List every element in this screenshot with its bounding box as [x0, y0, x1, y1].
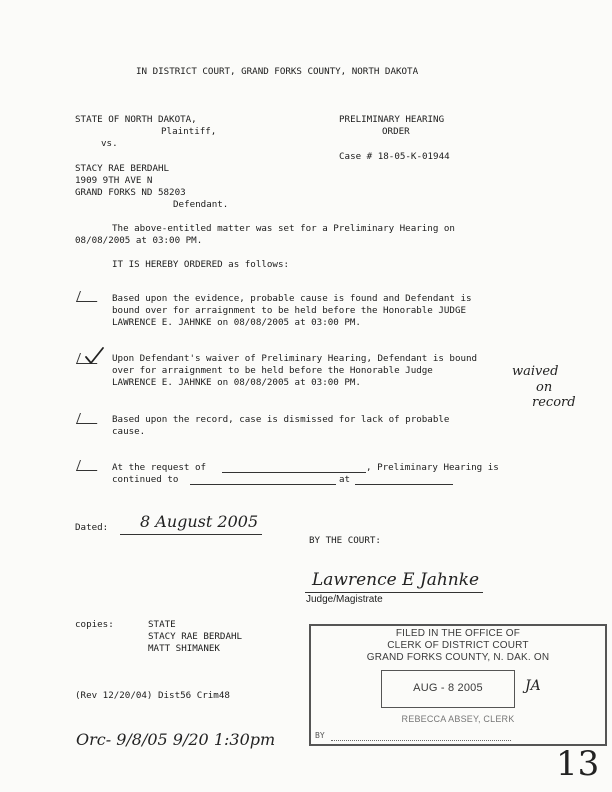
- by-the-court: BY THE COURT:: [309, 535, 381, 546]
- dated-line: [120, 534, 262, 535]
- defendant-name: STACY RAE BERDAHL: [75, 163, 170, 174]
- copies-label: copies:: [75, 619, 114, 630]
- margin-note-line2: on: [536, 380, 553, 395]
- signature-line: [305, 592, 483, 593]
- margin-note-line1: waived: [512, 364, 559, 379]
- case-number: Case # 18-05-K-01944: [339, 151, 450, 162]
- stamp-line3: GRAND FORKS COUNTY, N. DAK. ON: [366, 652, 550, 663]
- option2-line3: LAWRENCE E. JAHNKE on 08/08/2005 at 03:00 PM.: [112, 377, 361, 388]
- versus: vs.: [101, 138, 118, 149]
- stamp-line2: CLERK OF DISTRICT COURT: [387, 640, 529, 651]
- option2-line2: over for arraignment to be held before the Honorable Judge: [112, 365, 433, 376]
- filing-stamp: [309, 624, 607, 746]
- option3-checkbox[interactable]: [76, 413, 101, 424]
- option4-continued-label: continued to: [112, 474, 179, 485]
- stamp-line1: FILED IN THE OFFICE OF: [395, 628, 521, 639]
- option4-hearing-text: , Preliminary Hearing is: [366, 462, 499, 473]
- defendant-role: Defendant.: [173, 199, 229, 210]
- footer-handwritten-note: Orc- 9/8/05 9/20 1:30pm: [76, 730, 276, 749]
- option4-request-label: At the request of: [112, 462, 207, 473]
- dated-value: 8 August 2005: [140, 512, 259, 531]
- defendant-address-line2: GRAND FORKS ND 58203: [75, 187, 186, 198]
- page-mark: 13: [556, 744, 600, 784]
- plaintiff-name: STATE OF NORTH DAKOTA,: [75, 114, 197, 125]
- option3-line1: Based upon the record, case is dismissed for lack of probable: [112, 414, 450, 425]
- copies-recipient-3: MATT SHIMANEK: [148, 643, 220, 654]
- option4-at-label: at: [339, 474, 351, 485]
- copies-recipient-2: STACY RAE BERDAHL: [148, 631, 243, 642]
- option1-checkbox[interactable]: [76, 291, 101, 302]
- stamp-date: AUG - 8 2005: [413, 682, 483, 694]
- option4-checkbox[interactable]: [76, 460, 101, 471]
- option1-line2: bound over for arraignment to be held before the Honorable JUDGE: [112, 305, 467, 316]
- signature-label: Judge/Magistrate: [306, 594, 383, 605]
- option2-line1: Upon Defendant's waiver of Preliminary Hearing, Defendant is bound: [112, 353, 478, 364]
- checkmark-icon: [82, 346, 106, 366]
- option1-line3: LAWRENCE E. JAHNKE on 08/08/2005 at 03:00 PM.: [112, 317, 361, 328]
- stamp-clerk: REBECCA ABSEY, CLERK: [401, 714, 515, 724]
- judge-signature: Lawrence E Jahnke: [312, 570, 480, 590]
- continued-time-blank[interactable]: [355, 484, 453, 485]
- document-title-line1: PRELIMINARY HEARING: [339, 114, 445, 125]
- defendant-address-line1: 1909 9TH AVE N: [75, 175, 153, 186]
- stamp-by-label: BY: [315, 731, 325, 740]
- dated-label: Dated:: [75, 522, 109, 533]
- intro-line2: 08/08/2005 at 03:00 PM.: [75, 235, 203, 246]
- intro-line1: The above-entitled matter was set for a Preliminary Hearing on: [112, 223, 455, 234]
- stamp-initials: JA: [525, 678, 541, 694]
- copies-recipient-1: STATE: [148, 619, 176, 630]
- stamp-date-box: [381, 670, 515, 708]
- continued-date-blank[interactable]: [190, 484, 336, 485]
- ordered-heading: IT IS HEREBY ORDERED as follows:: [112, 259, 290, 270]
- option3-line2: cause.: [112, 426, 146, 437]
- document-title-line2: ORDER: [382, 126, 410, 137]
- court-title: IN DISTRICT COURT, GRAND FORKS COUNTY, NORTH DAKOTA: [136, 66, 419, 77]
- revision-footer: (Rev 12/20/04) Dist56 Crim48: [75, 690, 230, 701]
- plaintiff-role: Plaintiff,: [161, 126, 217, 137]
- stamp-by-line: [331, 740, 511, 741]
- option1-line1: Based upon the evidence, probable cause is found and Defendant is: [112, 293, 472, 304]
- margin-note-line3: record: [532, 395, 576, 410]
- request-blank[interactable]: [222, 472, 366, 473]
